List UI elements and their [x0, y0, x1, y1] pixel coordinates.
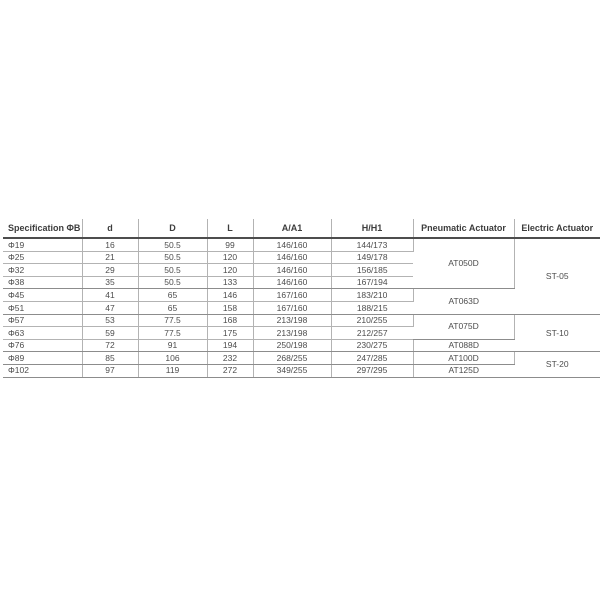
value-cell: 91: [138, 339, 207, 352]
pneumatic-actuator-cell: AT050D: [413, 238, 514, 289]
value-cell: 120: [207, 251, 253, 264]
column-header-electric-actuator: Electric Actuator: [514, 219, 600, 238]
value-cell: 65: [138, 301, 207, 314]
value-cell: 268/255: [253, 352, 331, 365]
value-cell: 85: [82, 352, 138, 365]
pneumatic-actuator-cell: AT125D: [413, 364, 514, 377]
value-cell: 149/178: [331, 251, 413, 264]
value-cell: 272: [207, 364, 253, 377]
value-cell: 146/160: [253, 264, 331, 277]
value-cell: 167/160: [253, 289, 331, 302]
column-header-d: D: [138, 219, 207, 238]
value-cell: 297/295: [331, 364, 413, 377]
value-cell: 97: [82, 364, 138, 377]
value-cell: 250/198: [253, 339, 331, 352]
pneumatic-actuator-cell: AT100D: [413, 352, 514, 365]
value-cell: 21: [82, 251, 138, 264]
value-cell: 156/185: [331, 264, 413, 277]
value-cell: 50.5: [138, 238, 207, 251]
value-cell: 146/160: [253, 251, 331, 264]
value-cell: 168: [207, 314, 253, 327]
value-cell: 158: [207, 301, 253, 314]
column-header-l: L: [207, 219, 253, 238]
table-header: [3, 219, 600, 238]
value-cell: 50.5: [138, 251, 207, 264]
value-cell: 167/194: [331, 276, 413, 289]
spec-cell: Φ63: [3, 327, 82, 340]
value-cell: 16: [82, 238, 138, 251]
table-row: [3, 238, 600, 251]
value-cell: 194: [207, 339, 253, 352]
value-cell: 50.5: [138, 276, 207, 289]
table-row: [3, 364, 600, 377]
value-cell: 146/160: [253, 276, 331, 289]
pneumatic-actuator-cell: AT088D: [413, 339, 514, 352]
spec-cell: Φ51: [3, 301, 82, 314]
value-cell: 212/257: [331, 327, 413, 340]
value-cell: 120: [207, 264, 253, 277]
value-cell: 65: [138, 289, 207, 302]
spec-cell: Φ38: [3, 276, 82, 289]
value-cell: 213/198: [253, 314, 331, 327]
spec-cell: Φ76: [3, 339, 82, 352]
pneumatic-actuator-cell: AT075D: [413, 314, 514, 339]
column-header-h-h1: H/H1: [331, 219, 413, 238]
value-cell: 77.5: [138, 327, 207, 340]
electric-actuator-cell: ST-20: [514, 352, 600, 377]
spec-cell: Φ57: [3, 314, 82, 327]
value-cell: 53: [82, 314, 138, 327]
table-body: [3, 238, 600, 377]
spec-cell: Φ32: [3, 264, 82, 277]
value-cell: 146: [207, 289, 253, 302]
value-cell: 119: [138, 364, 207, 377]
column-header-specification-b: Specification ΦB: [3, 219, 82, 238]
value-cell: 99: [207, 238, 253, 251]
value-cell: 230/275: [331, 339, 413, 352]
electric-actuator-cell: ST-05: [514, 238, 600, 314]
value-cell: 77.5: [138, 314, 207, 327]
actuator-specification-table: [3, 219, 600, 378]
value-cell: 247/285: [331, 352, 413, 365]
spec-cell: Φ25: [3, 251, 82, 264]
value-cell: 232: [207, 352, 253, 365]
value-cell: 146/160: [253, 238, 331, 251]
table-row: [3, 314, 600, 327]
electric-actuator-cell: ST-10: [514, 314, 600, 352]
value-cell: 210/255: [331, 314, 413, 327]
spec-cell: Φ45: [3, 289, 82, 302]
value-cell: 167/160: [253, 301, 331, 314]
value-cell: 29: [82, 264, 138, 277]
value-cell: 213/198: [253, 327, 331, 340]
value-cell: 183/210: [331, 289, 413, 302]
value-cell: 59: [82, 327, 138, 340]
value-cell: 41: [82, 289, 138, 302]
table-row: [3, 339, 600, 352]
column-header-d: d: [82, 219, 138, 238]
value-cell: 175: [207, 327, 253, 340]
value-cell: 188/215: [331, 301, 413, 314]
value-cell: 35: [82, 276, 138, 289]
spec-cell: Φ102: [3, 364, 82, 377]
value-cell: 106: [138, 352, 207, 365]
spec-cell: Φ89: [3, 352, 82, 365]
value-cell: 144/173: [331, 238, 413, 251]
value-cell: 47: [82, 301, 138, 314]
table-row: [3, 289, 600, 302]
column-header-a-a1: A/A1: [253, 219, 331, 238]
spec-cell: Φ19: [3, 238, 82, 251]
table-row: [3, 352, 600, 365]
header-row: [3, 219, 600, 238]
value-cell: 349/255: [253, 364, 331, 377]
value-cell: 50.5: [138, 264, 207, 277]
value-cell: 72: [82, 339, 138, 352]
column-header-pneumatic-actuator: Pneumatic Actuator: [413, 219, 514, 238]
value-cell: 133: [207, 276, 253, 289]
pneumatic-actuator-cell: AT063D: [413, 289, 514, 314]
